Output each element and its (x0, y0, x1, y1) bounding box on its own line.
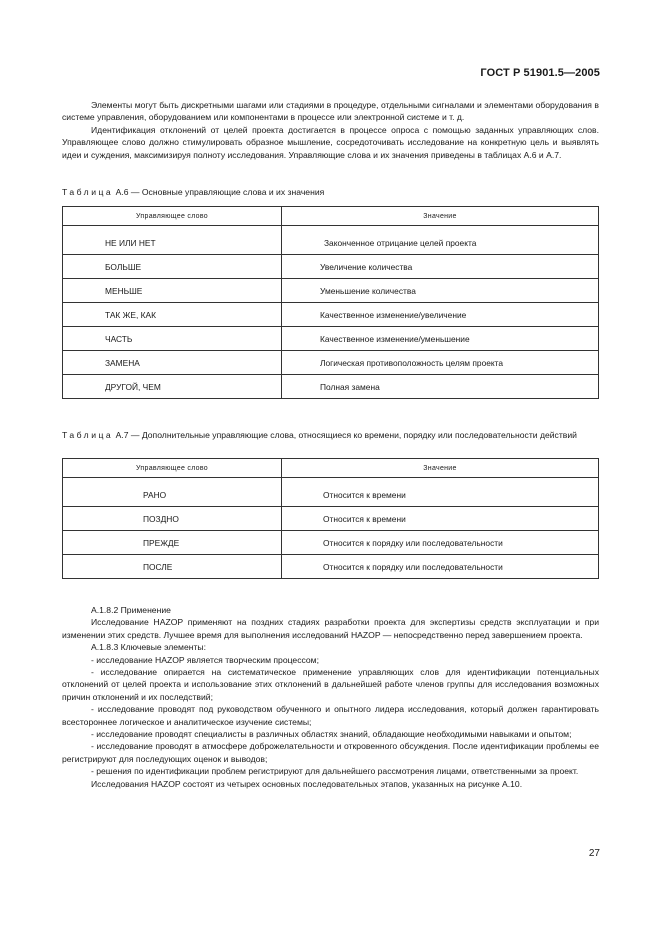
column-header-meaning: Значение (282, 459, 599, 478)
table-row (63, 531, 599, 555)
guide-word-cell: ПОЗДНО (63, 507, 282, 531)
meaning-cell: Относится к порядку или последовательности (282, 555, 599, 579)
guide-word-cell: ЧАСТЬ (63, 327, 282, 351)
guide-word-cell: РАНО (63, 478, 282, 507)
guide-word-cell: НЕ ИЛИ НЕТ (63, 226, 282, 255)
table-row (63, 555, 599, 579)
table-row (63, 327, 599, 351)
list-item: - исследование проводят в атмосфере доброжелательности и откровенного обсуждения. После идентификации проблемы ее регистрируют для последующих оценок и выводов; (62, 741, 599, 764)
column-header-word: Управляющее слово (63, 459, 282, 478)
section-heading-key-elements: А.1.8.3 Ключевые элементы: (91, 642, 206, 653)
table-row (63, 226, 599, 255)
table-row (63, 478, 599, 507)
section-heading-application: А.1.8.2 Применение (91, 605, 171, 615)
meaning-cell: Логическая противоположность целям проекта (282, 351, 599, 375)
table-row (63, 507, 599, 531)
body-paragraph: Исследования HAZOP состоят из четырех основных последовательных этапов, указанных на рисунке А.10. (91, 778, 523, 789)
list-item: - исследование опирается на систематическое применение управляющих слов для идентификации потенциальных отклонений от целей проекта и использование этих отклонений в дальнейшей работе членов группы для исследования возможных причин отклонений и их последствий; (62, 667, 599, 702)
meaning-cell: Относится к порядку или последовательности (282, 531, 599, 555)
guide-word-cell: ПОСЛЕ (63, 555, 282, 579)
table-a6 (62, 206, 599, 399)
meaning-cell: Увеличение количества (282, 255, 599, 279)
table-a7-caption-label: Таблица (62, 430, 114, 440)
document-id: ГОСТ Р 51901.5—2005 (480, 67, 600, 79)
meaning-cell: Качественное изменение/увеличение (282, 303, 599, 327)
meaning-cell: Относится к времени (282, 478, 599, 507)
list-item: - исследование проводят специалисты в различных областях знаний, обладающие необходимыми навыками и опытом; (91, 729, 572, 740)
body-paragraph: Исследование HAZOP применяют на поздних стадиях разработки проекта для экспертизы средств эксплуатации и при изменении этих средств. Лучшее время для выполнения исследований HAZOP — непосредственно перед завершением проекта. (62, 617, 599, 640)
table-a7 (62, 458, 599, 579)
list-item: - исследование HAZOP является творческим процессом; (91, 654, 319, 665)
guide-word-cell: ЗАМЕНА (63, 351, 282, 375)
meaning-cell: Качественное изменение/уменьшение (282, 327, 599, 351)
table-header-row (63, 207, 599, 226)
meaning-cell: Полная замена (282, 375, 599, 399)
table-row (63, 375, 599, 399)
table-row (63, 303, 599, 327)
page-number: 27 (588, 848, 600, 859)
table-a6-caption-title: А.6 — Основные управляющие слова и их значения (113, 187, 325, 197)
list-item: - решения по идентификации проблем регистрируют для дальнейшего рассмотрения лицами, ответственными за проект. (91, 766, 579, 777)
table-row (63, 255, 599, 279)
body-text (62, 604, 599, 790)
table-row (63, 351, 599, 375)
table-a7-caption-title: А.7 — Дополнительные управляющие слова, относящиеся ко времени, порядку или последовательности действий (113, 430, 577, 440)
guide-word-cell: ТАК ЖЕ, КАК (63, 303, 282, 327)
table-a6-caption-label: Таблица (62, 187, 114, 197)
intro-paragraph-2: Идентификация отклонений от целей проекта достигается в процессе опроса с помощью заданных управляющих слов. Управляющее слово должно стимулировать образное мышление, сосредоточивать исследование на конкретную цель и выявлять идеи и суждения, максимизируя полноту исследования. Управляющие слова и их значения приведены в таблицах А.6 и А.7. (62, 124, 599, 160)
list-item: - исследование проводят под руководством обученного и опытного лидера исследования, который должен гарантировать всестороннее логическое и аналитическое изучение системы; (62, 704, 599, 727)
column-header-meaning: Значение (282, 207, 599, 226)
guide-word-cell: МЕНЬШЕ (63, 279, 282, 303)
table-row (63, 279, 599, 303)
table-a6-caption (62, 186, 599, 198)
table-a7-caption (62, 429, 599, 441)
meaning-cell: Законченное отрицание целей проекта (282, 226, 599, 255)
guide-word-cell: ПРЕЖДЕ (63, 531, 282, 555)
table-header-row (63, 459, 599, 478)
guide-word-cell: ДРУГОЙ, ЧЕМ (63, 375, 282, 399)
guide-word-cell: БОЛЬШЕ (63, 255, 282, 279)
meaning-cell: Уменьшение количества (282, 279, 599, 303)
meaning-cell: Относится к времени (282, 507, 599, 531)
column-header-word: Управляющее слово (63, 207, 282, 226)
intro-paragraph-1: Элементы могут быть дискретными шагами или стадиями в процедуре, отдельными сигналами и элементами оборудования в системе управления, оборудованием или компонентами в процессе или электронной системе и т. д. (62, 100, 599, 123)
intro-text (62, 99, 599, 161)
